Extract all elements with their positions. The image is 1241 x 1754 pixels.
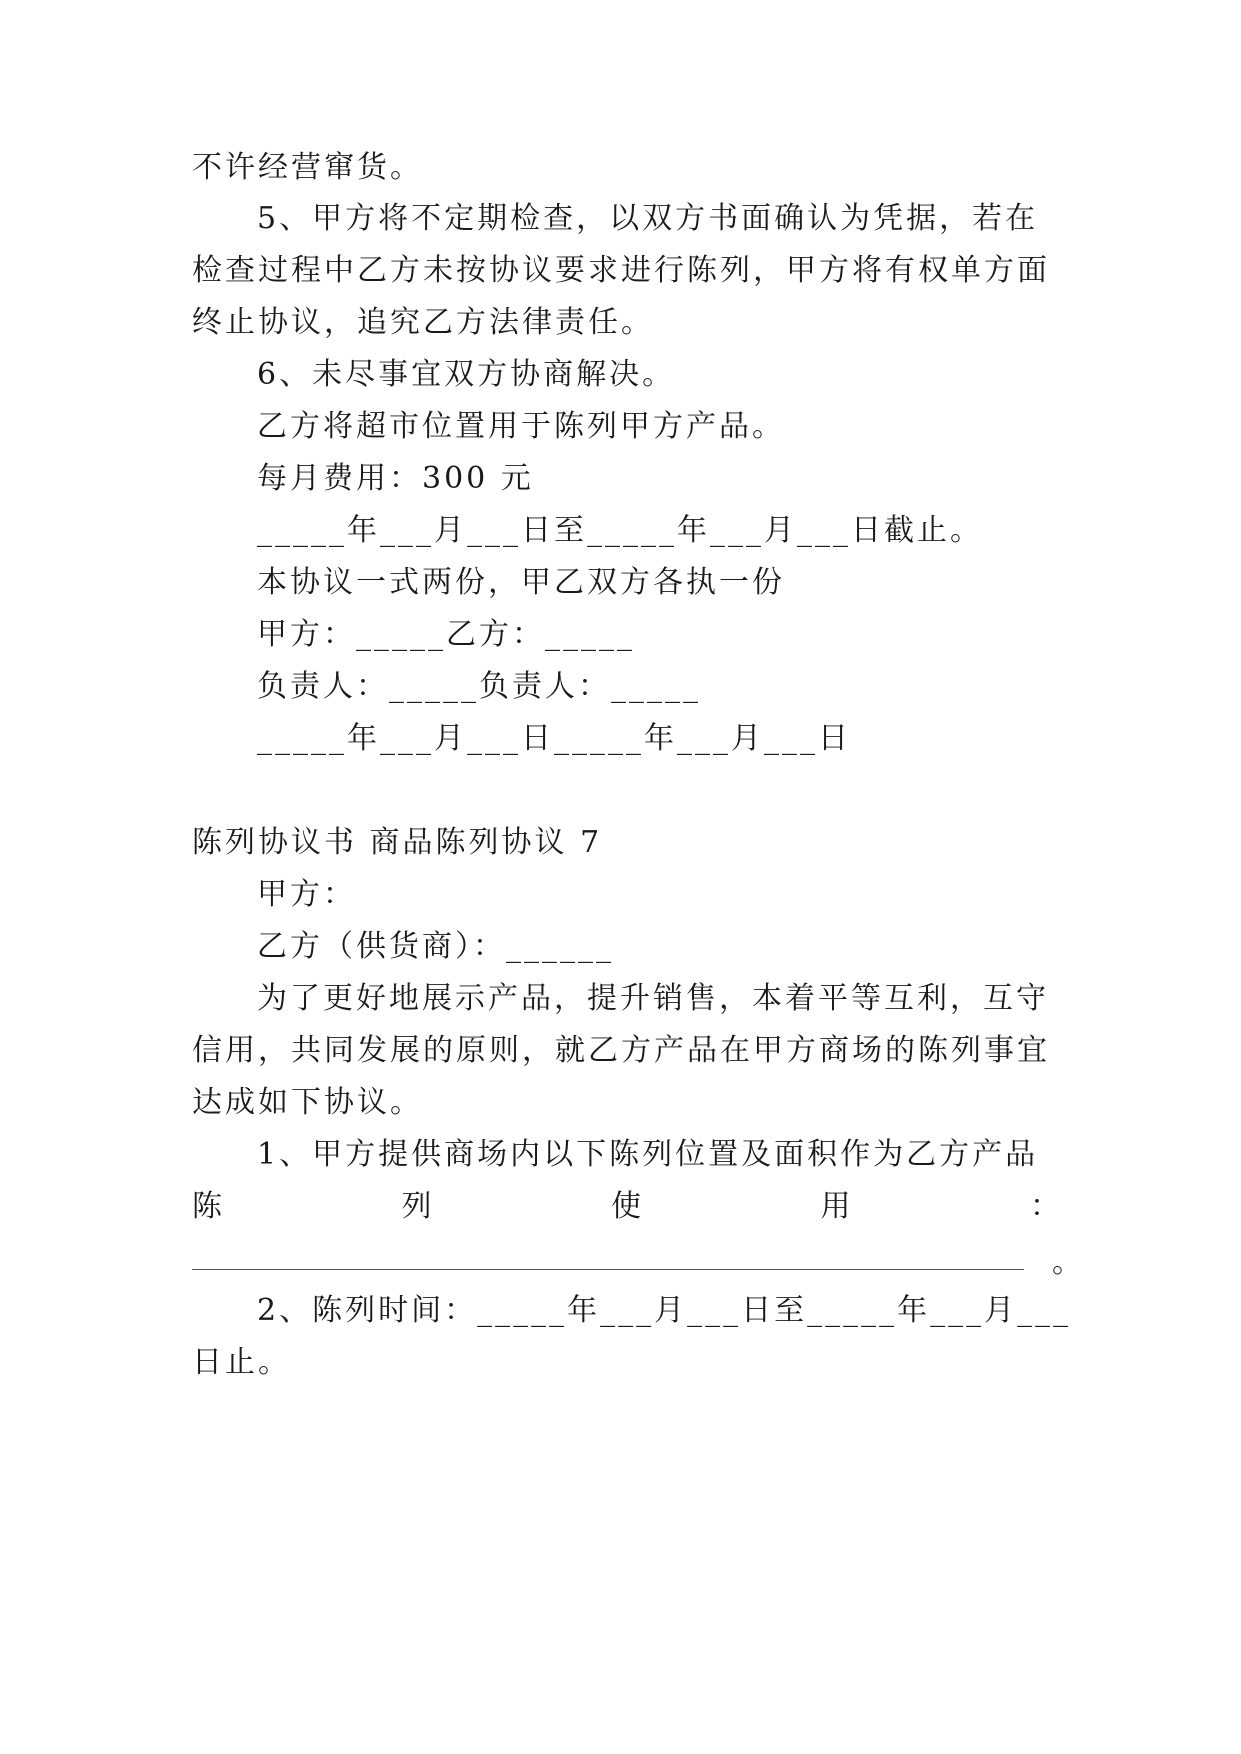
paragraph-line: 乙方将超市位置用于陈列甲方产品。 bbox=[257, 409, 785, 444]
paragraph-line: 5、甲方将不定期检查，以双方书面确认为凭据，若在 bbox=[257, 201, 1039, 236]
paragraph-line: 乙方（供货商）：______ bbox=[257, 929, 614, 964]
justified-word: 用 bbox=[820, 1189, 851, 1224]
fill-in-blank-line bbox=[192, 1269, 1024, 1270]
paragraph-line: 每月费用：300 元 bbox=[257, 461, 534, 496]
justified-word: ： bbox=[1030, 1189, 1060, 1224]
paragraph-line: 2、陈列时间：_____年___月___日至_____年___月___ bbox=[257, 1293, 1072, 1328]
line-end-period: 。 bbox=[1052, 1245, 1082, 1280]
paragraph-line: 不许经营窜货。 bbox=[192, 150, 423, 185]
paragraph-line: 负责人：_____负责人：_____ bbox=[257, 669, 701, 704]
section-title: 陈列协议书 商品陈列协议 7 bbox=[192, 825, 603, 860]
paragraph-line: 甲方： bbox=[257, 877, 356, 912]
paragraph-line: 信用，共同发展的原则，就乙方产品在甲方商场的陈列事宜 bbox=[192, 1033, 1050, 1068]
paragraph-line: 甲方：_____乙方：_____ bbox=[257, 617, 635, 652]
paragraph-line: 为了更好地展示产品，提升销售，本着平等互利，互守 bbox=[257, 981, 1049, 1016]
paragraph-line: 1、甲方提供商场内以下陈列位置及面积作为乙方产品 bbox=[257, 1137, 1039, 1172]
justified-word: 使 bbox=[611, 1189, 641, 1224]
justified-word: 列 bbox=[401, 1189, 432, 1224]
justified-word: 陈 bbox=[192, 1189, 222, 1224]
justified-line bbox=[192, 1187, 1060, 1227]
paragraph-line: _____年___月___日_____年___月___日 bbox=[257, 721, 851, 756]
paragraph-line: 日止。 bbox=[192, 1345, 291, 1380]
paragraph-line: _____年___月___日至_____年___月___日截止。 bbox=[257, 513, 983, 548]
paragraph-line: 检查过程中乙方未按协议要求进行陈列，甲方将有权单方面 bbox=[192, 253, 1050, 288]
paragraph-line: 6、未尽事宜双方协商解决。 bbox=[257, 357, 676, 392]
paragraph-line: 达成如下协议。 bbox=[192, 1085, 423, 1120]
paragraph-line: 终止协议，追究乙方法律责任。 bbox=[192, 305, 654, 340]
paragraph-line: 本协议一式两份，甲乙双方各执一份 bbox=[257, 565, 785, 600]
